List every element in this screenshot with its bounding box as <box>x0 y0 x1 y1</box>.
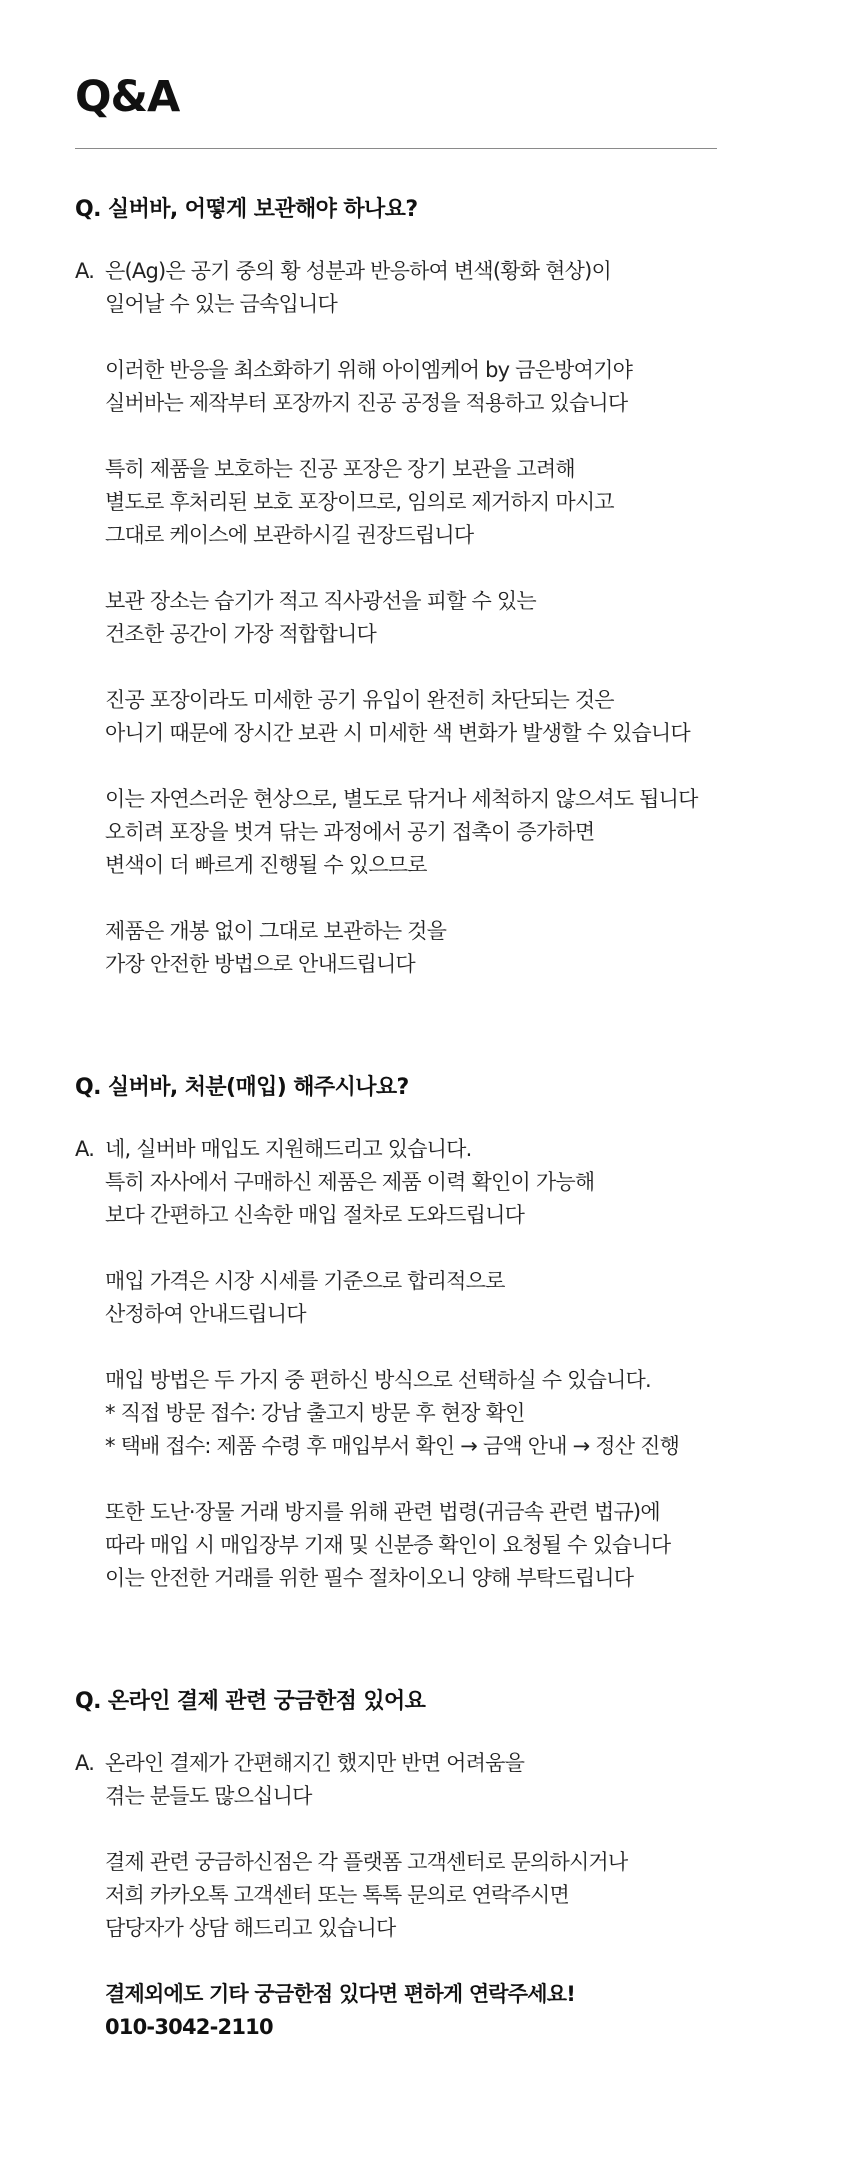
answer-paragraph <box>105 1133 860 1232</box>
answer-line: 은(Ag)은 공기 중의 황 성분과 반응하여 변색(황화 현상)이 <box>105 259 611 283</box>
answer-line: 저희 카카오톡 고객센터 또는 톡톡 문의로 연락주시면 <box>105 1883 569 1907</box>
answer-line: 이는 자연스러운 현상으로, 별도로 닦거나 세척하지 않으셔도 됩니다 <box>105 787 698 811</box>
answer-line: 특히 제품을 보호하는 진공 포장은 장기 보관을 고려해 <box>105 457 575 481</box>
answer-line: 실버바는 제작부터 포장까지 진공 공정을 적용하고 있습니다 <box>105 391 628 415</box>
answer-paragraph <box>105 1846 860 1945</box>
answer-line: 이는 안전한 거래를 위한 필수 절차이오니 양해 부탁드립니다 <box>105 1566 634 1590</box>
qa-item-payment <box>75 1685 860 2044</box>
answer-paragraph <box>105 1747 860 1813</box>
closing-contact <box>105 1978 860 2044</box>
qa-item-buyback <box>75 1071 860 1595</box>
page-title: Q&A <box>75 72 180 122</box>
answer-line: * 택배 접수: 제품 수령 후 매입부서 확인 → 금액 안내 → 정산 진행 <box>105 1434 680 1458</box>
answer-line: 겪는 분들도 많으십니다 <box>105 1784 312 1808</box>
answer-line: 산정하여 안내드립니다 <box>105 1302 306 1326</box>
answer-paragraph <box>105 684 860 750</box>
answer-paragraph <box>105 354 860 420</box>
answer-paragraph <box>105 585 860 651</box>
answer-line: 보관 장소는 습기가 적고 직사광선을 피할 수 있는 <box>105 589 536 613</box>
answer-line: 특히 자사에서 구매하신 제품은 제품 이력 확인이 가능해 <box>105 1170 595 1194</box>
question-buyback: Q. 실버바, 처분(매입) 해주시나요? <box>75 1075 409 1100</box>
answer-buyback <box>75 1133 860 1595</box>
answer-payment <box>75 1747 860 2044</box>
answer-line: 담당자가 상담 해드리고 있습니다 <box>105 1916 396 1940</box>
answer-paragraph <box>105 453 860 552</box>
answer-line: 건조한 공간이 가장 적합합니다 <box>105 622 376 646</box>
qa-item-storage <box>75 193 860 981</box>
answer-line: 매입 방법은 두 가지 중 편하신 방식으로 선택하실 수 있습니다. <box>105 1368 651 1392</box>
answer-prefix: A. <box>75 259 95 283</box>
answer-line: 제품은 개봉 없이 그대로 보관하는 것을 <box>105 919 447 943</box>
answer-paragraph <box>105 915 860 981</box>
answer-line: 이러한 반응을 최소화하기 위해 아이엠케어 by 금은방여기야 <box>105 358 633 382</box>
answer-line: 별도로 후처리된 보호 포장이므로, 임의로 제거하지 마시고 <box>105 490 614 514</box>
answer-line: 가장 안전한 방법으로 안내드립니다 <box>105 952 415 976</box>
answer-line: 진공 포장이라도 미세한 공기 유입이 완전히 차단되는 것은 <box>105 688 614 712</box>
answer-prefix: A. <box>75 1137 95 1161</box>
answer-line: 온라인 결제가 간편해지긴 했지만 반면 어려움을 <box>105 1751 525 1775</box>
answer-line: 매입 가격은 시장 시세를 기준으로 합리적으로 <box>105 1269 505 1293</box>
answer-line: * 직접 방문 접수: 강남 출고지 방문 후 현장 확인 <box>105 1401 525 1425</box>
answer-line: 또한 도난·장물 거래 방지를 위해 관련 법령(귀금속 관련 법규)에 <box>105 1500 660 1524</box>
answer-paragraph <box>105 1496 860 1595</box>
answer-line: 그대로 케이스에 보관하시길 권장드립니다 <box>105 523 474 547</box>
answer-line: 따라 매입 시 매입장부 기재 및 신분증 확인이 요청될 수 있습니다 <box>105 1533 671 1557</box>
answer-line: 오히려 포장을 벗겨 닦는 과정에서 공기 접촉이 증가하면 <box>105 820 595 844</box>
answer-line: 아니기 때문에 장시간 보관 시 미세한 색 변화가 발생할 수 있습니다 <box>105 721 690 745</box>
phone-number: 010-3042-2110 <box>105 2015 273 2039</box>
answer-paragraph <box>105 255 860 321</box>
title-divider <box>75 148 717 149</box>
answer-paragraph <box>105 783 860 882</box>
answer-line: 보다 간편하고 신속한 매입 절차로 도와드립니다 <box>105 1203 525 1227</box>
answer-line: 변색이 더 빠르게 진행될 수 있으므로 <box>105 853 427 877</box>
answer-line: 일어날 수 있는 금속입니다 <box>105 292 337 316</box>
question-payment: Q. 온라인 결제 관련 궁금한점 있어요 <box>75 1689 426 1714</box>
answer-storage <box>75 255 860 981</box>
answer-line: 네, 실버바 매입도 지원해드리고 있습니다. <box>105 1137 472 1161</box>
answer-paragraph <box>105 1265 860 1331</box>
answer-prefix: A. <box>75 1751 95 1775</box>
closing-message: 결제외에도 기타 궁금한점 있다면 편하게 연락주세요! <box>105 1982 576 2006</box>
question-storage: Q. 실버바, 어떻게 보관해야 하나요? <box>75 197 418 222</box>
answer-paragraph <box>105 1364 860 1463</box>
answer-line: 결제 관련 궁금하신점은 각 플랫폼 고객센터로 문의하시거나 <box>105 1850 628 1874</box>
